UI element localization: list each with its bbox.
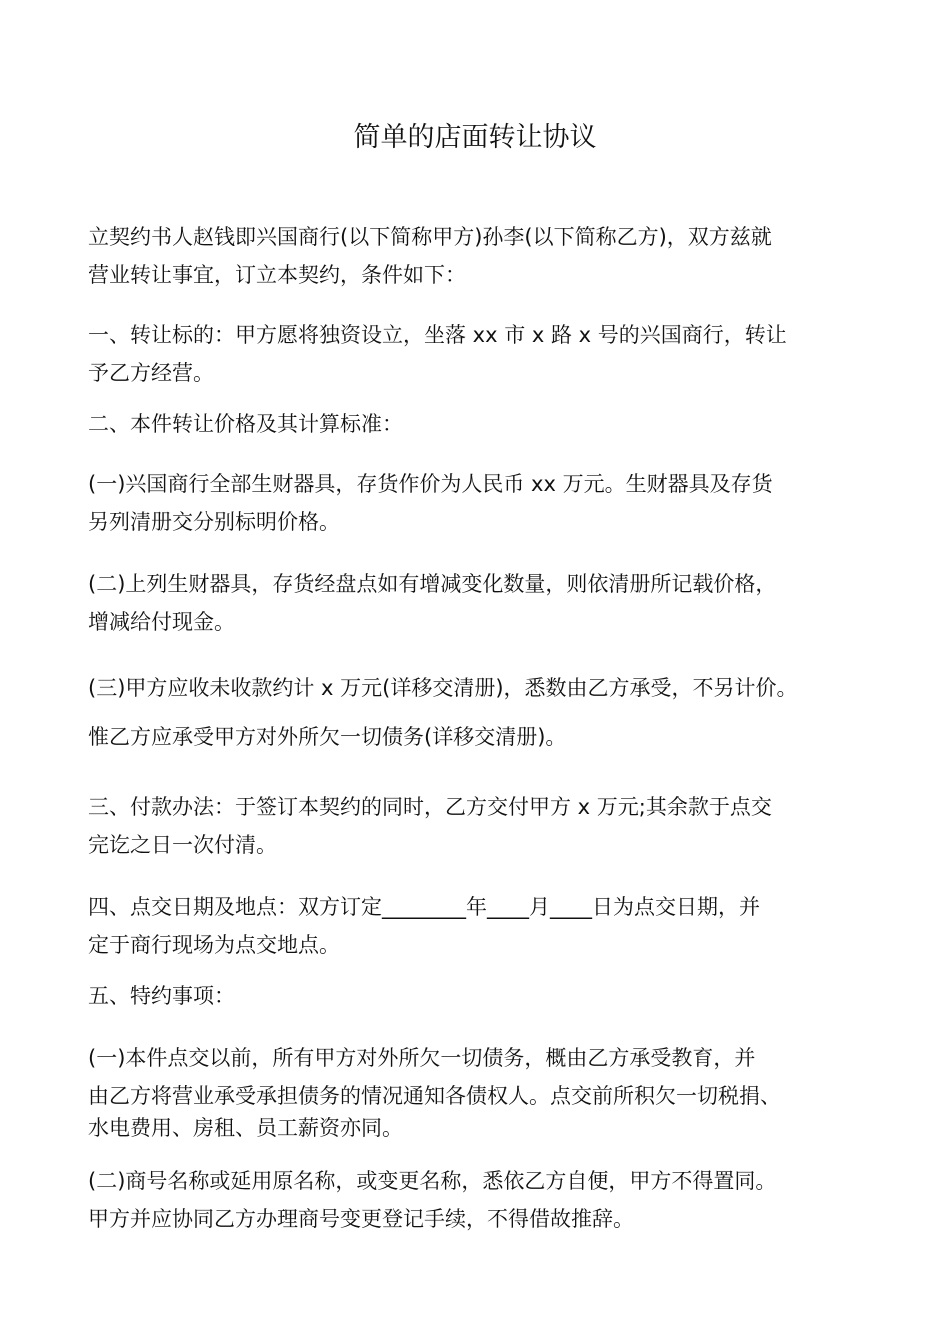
paragraph-line: 予乙方经营。 — [88, 361, 214, 385]
paragraph-price-item-2 — [88, 565, 888, 641]
paragraph-line: 甲方并应协同乙方办理商号变更登记手续，不得借故推辞。 — [88, 1207, 634, 1231]
paragraph-payment — [88, 788, 888, 864]
paragraph-line: 完讫之日一次付清。 — [88, 833, 277, 857]
paragraph-line: 另列清册交分别标明价格。 — [88, 510, 340, 534]
paragraph-line: 一、转让标的：甲方愿将独资设立，坐落 xx 市 x 路 x 号的兴国商行，转让 — [88, 323, 787, 347]
paragraph-transfer-subject — [88, 316, 888, 392]
document-title: 简单的店面转让协议 — [353, 122, 597, 153]
paragraph-line: 水电费用、房租、员工薪资亦同。 — [88, 1116, 403, 1140]
paragraph-price-item-3 — [88, 664, 888, 762]
paragraph-line: 四、点交日期及地点：双方订定________年____月____日为点交日期，并 — [88, 895, 760, 919]
paragraph-line: (二)上列生财器具，存货经盘点如有增减变化数量，则依清册所记载价格， — [88, 572, 777, 596]
paragraph-price-heading — [88, 405, 888, 443]
paragraph-special-item-1 — [88, 1037, 888, 1143]
paragraph-special-item-2 — [88, 1162, 888, 1238]
paragraph-line: 增减给付现金。 — [88, 610, 235, 634]
paragraph-special-heading — [88, 977, 888, 1015]
paragraph-line: 营业转让事宜，订立本契约，条件如下： — [88, 263, 466, 287]
paragraph-price-item-1 — [88, 465, 888, 541]
paragraph-line: 由乙方将营业承受承担债务的情况通知各债权人。点交前所积欠一切税捐、 — [88, 1084, 781, 1108]
paragraph-line: 三、付款办法：于签订本契约的同时，乙方交付甲方 x 万元;其余款于点交 — [88, 795, 772, 819]
paragraph-line: 惟乙方应承受甲方对外所欠一切债务(详移交清册)。 — [88, 725, 567, 749]
paragraph-line: (一)兴国商行全部生财器具，存货作价为人民币 xx 万元。生财器具及存货 — [88, 472, 773, 496]
paragraph-line: (一)本件点交以前，所有甲方对外所欠一切债务，概由乙方承受教育，并 — [88, 1046, 756, 1070]
paragraph-preamble — [88, 218, 888, 294]
paragraph-line: 二、本件转让价格及其计算标准： — [88, 412, 403, 436]
paragraph-line: (二)商号名称或延用原名称，或变更名称，悉依乙方自便，甲方不得置同。 — [88, 1169, 777, 1193]
paragraph-line: 五、特约事项： — [88, 984, 235, 1008]
paragraph-line: 定于商行现场为点交地点。 — [88, 933, 340, 957]
paragraph-line: 立契约书人赵钱即兴国商行(以下简称甲方)孙李(以下简称乙方)，双方兹就 — [88, 225, 772, 249]
paragraph-line: (三)甲方应收未收款约计 x 万元(详移交清册)，悉数由乙方承受，不另计价。 — [88, 676, 798, 700]
paragraph-handover-date — [88, 888, 888, 964]
